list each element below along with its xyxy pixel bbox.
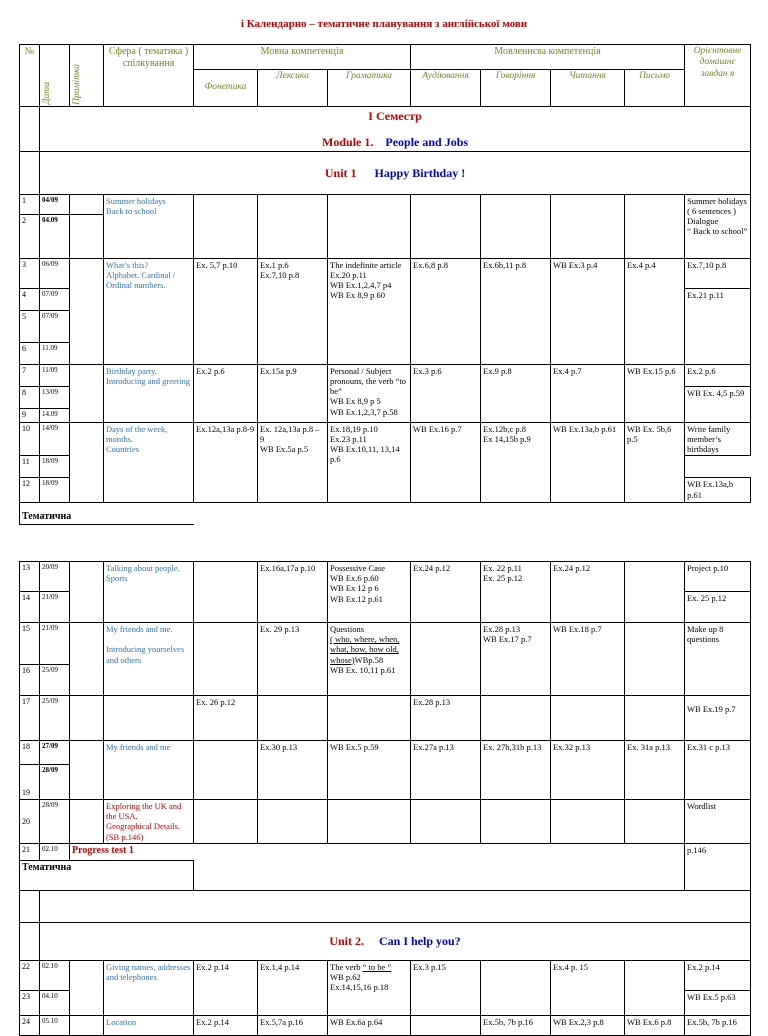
table-cell bbox=[411, 623, 481, 696]
header-grammar: Граматика bbox=[328, 70, 411, 107]
header-homework: Орієнтовне домашнє завдан я bbox=[685, 45, 751, 107]
table-cell: 7 bbox=[20, 364, 40, 386]
table-cell: 14/09 bbox=[40, 422, 70, 456]
table-cell bbox=[625, 800, 685, 844]
table-cell: Ex.4 p. 15 bbox=[551, 960, 625, 1015]
header-listening: Аудіювання bbox=[411, 70, 481, 107]
table-cell: The indefinite article Ex.20 p.11 WB Ex.1,2,4,7 p4 WB Ex 8,9 p 60 bbox=[328, 258, 411, 364]
unit-1-title: Unit 1 Happy Birthday ! bbox=[40, 151, 751, 194]
module-title: Module 1. People and Jobs bbox=[322, 135, 469, 150]
table-cell bbox=[194, 800, 258, 844]
table-cell bbox=[194, 623, 258, 696]
table-cell bbox=[411, 800, 481, 844]
table-cell: Location bbox=[104, 1015, 194, 1035]
table-cell: Personal / Subject pronouns, the verb “to be” WB Ex 8,9 p 5 WB Ex.1,2,3,7 p.58 bbox=[328, 364, 411, 422]
table-cell: Days of the week, months. Countries bbox=[104, 422, 194, 503]
table-cell: 20 bbox=[20, 800, 40, 844]
table-cell: Ex.9 p.8 bbox=[481, 364, 551, 422]
table-cell: Possessive Case WB Ex.6 p.60 WB Ex 12 p 6 WB Ex.12 p.61 bbox=[328, 562, 411, 623]
table-cell: Ex.6,8 p.8 bbox=[411, 258, 481, 364]
table-cell: 13 bbox=[20, 562, 40, 592]
table-cell bbox=[70, 800, 104, 844]
table-cell: Ex.15a p.9 bbox=[258, 364, 328, 422]
table-cell bbox=[625, 623, 685, 696]
table-cell: Talking about people. Sports bbox=[104, 562, 194, 623]
table-cell: Ex.32 p.13 bbox=[551, 741, 625, 800]
table-cell: Ex.6b,11 p.8 bbox=[481, 258, 551, 364]
table-cell: 2 bbox=[20, 214, 40, 258]
header-sphere: Сфера ( тематика ) спілкування bbox=[104, 45, 194, 107]
table-row bbox=[20, 843, 751, 860]
table-cell: Project p.10 bbox=[685, 562, 751, 592]
table-cell: 18/09 bbox=[40, 478, 70, 503]
table-cell: Ex.24 p.12 bbox=[411, 562, 481, 623]
table-row bbox=[20, 1015, 751, 1035]
table-cell bbox=[20, 151, 40, 194]
table-cell bbox=[104, 696, 194, 741]
table-cell: Ex.5b, 7b p.16 bbox=[481, 1015, 551, 1035]
planning-table-1 bbox=[19, 44, 751, 525]
table-cell: 12 bbox=[20, 478, 40, 503]
table-cell bbox=[40, 45, 70, 107]
table-row bbox=[20, 623, 751, 665]
table-cell: 4 bbox=[20, 288, 40, 310]
table-cell: 18 bbox=[20, 741, 40, 765]
table-cell: Ex.3 p.6 bbox=[411, 364, 481, 422]
table-cell: WB Ex.13a,b p.61 bbox=[551, 422, 625, 503]
table-cell bbox=[625, 960, 685, 1015]
table-cell: Write family member’s birthdays bbox=[685, 422, 751, 456]
table-cell: Ex.2 p.6 bbox=[194, 364, 258, 422]
table-cell: Ex. 25 p.12 bbox=[685, 592, 751, 623]
header-lexis: Лексика bbox=[258, 70, 328, 107]
header-phonetics: Фонетика bbox=[194, 70, 258, 107]
table-cell: Ex. 26 p.12 bbox=[194, 696, 258, 741]
table-row bbox=[20, 194, 751, 214]
table-cell: WB Ex.6a p.64 bbox=[328, 1015, 411, 1035]
table-cell bbox=[481, 696, 551, 741]
table-cell: 04/09 bbox=[40, 194, 70, 214]
table-cell: Ex.18,19 p.10 Ex.23 p.11 WB Ex.10,11, 13,14 p.6 bbox=[328, 422, 411, 503]
table-cell bbox=[70, 214, 104, 258]
table-cell bbox=[328, 194, 411, 258]
table-cell: My friends and me bbox=[104, 741, 194, 800]
table-cell: Ex. 27b,31b p.13 bbox=[481, 741, 551, 800]
table-cell: Ex. 22 p.11 Ex. 25 p.12 bbox=[481, 562, 551, 623]
table-cell: Exploring the UK and the USA. Geographical Details. (SB p.146) bbox=[104, 800, 194, 844]
table-cell: 11/09 bbox=[40, 364, 70, 386]
table-cell: Birthday party. Introducing and greeting bbox=[104, 364, 194, 422]
table-cell: 21 bbox=[20, 843, 40, 860]
table-cell: Summer holidays Back to school bbox=[104, 194, 194, 258]
table-cell: 19 bbox=[20, 765, 40, 800]
table-row bbox=[20, 960, 751, 990]
table-cell: WB Ex.3 p.4 bbox=[551, 258, 625, 364]
unit-2-title: Unit 2. Can I help you? bbox=[40, 922, 751, 960]
table-cell: WB Ex.2,3 p.8 bbox=[551, 1015, 625, 1035]
table-cell: Ex.2 p.14 bbox=[685, 960, 751, 990]
table-cell: 3 bbox=[20, 258, 40, 288]
table-cell: Ex. 12a,13a p.8 – 9 WB Ex.5a p.5 bbox=[258, 422, 328, 503]
header-reading: Читання bbox=[551, 70, 625, 107]
header-speech-competence: Мовленнєва компетенція bbox=[411, 45, 685, 70]
table-cell: Ex.1,4 p.14 bbox=[258, 960, 328, 1015]
table-cell: Ex.27a p.13 bbox=[411, 741, 481, 800]
table-cell: Ex.4 p.4 bbox=[625, 258, 685, 364]
table-cell: 21/09 bbox=[40, 623, 70, 665]
table-cell: What’s this? Alphabet. Cardinal / Ordinal numbers. bbox=[104, 258, 194, 364]
table-cell bbox=[411, 194, 481, 258]
table-cell: Ex.7,10 p.8 bbox=[685, 258, 751, 288]
table-cell: 24 bbox=[20, 1015, 40, 1035]
table-cell: 8 bbox=[20, 386, 40, 408]
table-cell: Ex.28 p.13 bbox=[411, 696, 481, 741]
table-cell bbox=[258, 696, 328, 741]
table-cell bbox=[70, 623, 104, 696]
table-cell: WB Ex.18 p.7 bbox=[551, 623, 625, 696]
table-cell: 07/09 bbox=[40, 310, 70, 342]
thematic-label: Тематична bbox=[20, 503, 194, 525]
table-cell: Ex.24 p.12 bbox=[551, 562, 625, 623]
table-cell: 10 bbox=[20, 422, 40, 456]
progress-test: Progress test 1 bbox=[70, 843, 685, 860]
header-date: Дата bbox=[42, 82, 52, 105]
table-cell: 25/09 bbox=[40, 665, 70, 696]
table-cell bbox=[194, 741, 258, 800]
table-cell: Ex.16a,17a p.10 bbox=[258, 562, 328, 623]
table-cell bbox=[70, 562, 104, 623]
table-cell: Ex.30 p.13 bbox=[258, 741, 328, 800]
planning-table-2 bbox=[19, 561, 751, 1036]
table-row bbox=[20, 800, 751, 844]
table-cell: Ex.5,7a p.16 bbox=[258, 1015, 328, 1035]
table-cell bbox=[481, 194, 551, 258]
table-cell bbox=[551, 696, 625, 741]
table-cell: Ex.4 p.7 bbox=[551, 364, 625, 422]
table-cell: WB Ex.5 p.59 bbox=[328, 741, 411, 800]
table-cell bbox=[481, 800, 551, 844]
table-cell: Ex.2 p.6 bbox=[685, 364, 751, 386]
table-cell: Giving names, addresses and telephones bbox=[104, 960, 194, 1015]
table-cell: 9 bbox=[20, 408, 40, 422]
thematic-label-2: Тематична bbox=[20, 860, 194, 890]
table-cell: WB Ex.6 p.8 bbox=[625, 1015, 685, 1035]
table-cell: Make up 8 questions bbox=[685, 623, 751, 696]
table-cell bbox=[70, 194, 104, 214]
table-cell bbox=[328, 696, 411, 741]
header-num: № bbox=[20, 45, 40, 107]
table-cell: 11 bbox=[20, 456, 40, 478]
table-cell: 13/09 bbox=[40, 386, 70, 408]
table-cell bbox=[194, 194, 258, 258]
table-cell: 25/09 bbox=[40, 696, 70, 741]
table-cell: WB Ex.13a,b p.61 bbox=[685, 478, 751, 503]
table-cell: 14 bbox=[20, 592, 40, 623]
page-title: і Календарно – тематичне планування з англійської мови bbox=[240, 18, 528, 30]
table-cell: Wordlist bbox=[685, 800, 751, 844]
table-cell bbox=[194, 503, 751, 525]
table-cell: Ex.1 p.6 Ex.7,10 p.8 bbox=[258, 258, 328, 364]
semester-title: І Семестр bbox=[368, 109, 422, 123]
table-cell: 28/09 bbox=[40, 800, 70, 844]
table-cell bbox=[40, 107, 751, 152]
table-row bbox=[20, 696, 751, 741]
table-cell: 07/09 bbox=[40, 288, 70, 310]
table-cell: 04.10 bbox=[40, 990, 70, 1015]
table-row bbox=[20, 422, 751, 456]
table-cell bbox=[625, 562, 685, 623]
table-cell: 23 bbox=[20, 990, 40, 1015]
table-cell: Ex.5b, 7b p.16 bbox=[685, 1015, 751, 1035]
table-row bbox=[20, 562, 751, 592]
table-cell: Ex.31 c p.13 bbox=[685, 741, 751, 800]
table-cell bbox=[40, 890, 751, 922]
table-cell: 14.09 bbox=[40, 408, 70, 422]
table-cell: 02.10 bbox=[40, 843, 70, 860]
table-cell: 6 bbox=[20, 342, 40, 364]
table-cell: Ex. 31a p.13 bbox=[625, 741, 685, 800]
table-cell: 18/09 bbox=[40, 456, 70, 478]
header-writing: Письмо bbox=[625, 70, 685, 107]
table-cell bbox=[70, 1015, 104, 1035]
table-cell bbox=[194, 562, 258, 623]
table-cell: 5 bbox=[20, 310, 40, 342]
table-cell: Ex. 5,7 p.10 bbox=[194, 258, 258, 364]
table-cell: 15 bbox=[20, 623, 40, 665]
table-cell bbox=[258, 194, 328, 258]
table-cell: 16 bbox=[20, 665, 40, 696]
table-cell: 02.10 bbox=[40, 960, 70, 990]
table-cell bbox=[258, 800, 328, 844]
table-cell: WB Ex.5 p.63 bbox=[685, 990, 751, 1015]
table-cell bbox=[551, 800, 625, 844]
table-cell bbox=[70, 696, 104, 741]
table-cell bbox=[551, 194, 625, 258]
table-cell bbox=[70, 422, 104, 503]
table-cell: Ex. 29 p.13 bbox=[258, 623, 328, 696]
table-cell bbox=[70, 258, 104, 364]
table-cell: Ex.12b,c p.8 Ex 14,15b p.9 bbox=[481, 422, 551, 503]
table-cell bbox=[328, 800, 411, 844]
table-cell bbox=[70, 960, 104, 1015]
table-cell: 20/09 bbox=[40, 562, 70, 592]
table-cell: Ex.21 p.11 bbox=[685, 288, 751, 364]
table-cell: Questions ( who, where, when, what, how, how old, whose)WBp.58 WB Ex. 10,11 p.61 bbox=[328, 623, 411, 696]
table-cell: 27/09 bbox=[40, 741, 70, 765]
table-cell bbox=[625, 194, 685, 258]
header-speaking: Говоріння bbox=[481, 70, 551, 107]
table-cell: 11.09 bbox=[40, 342, 70, 364]
table-cell bbox=[20, 107, 40, 152]
table-cell: Ex.2 p.14 bbox=[194, 960, 258, 1015]
table-cell: 05.10 bbox=[40, 1015, 70, 1035]
table-cell bbox=[70, 45, 104, 107]
table-cell: WB Ex. 5b,6 p.5 bbox=[625, 422, 685, 503]
table-cell bbox=[625, 696, 685, 741]
table-cell: 17 bbox=[20, 696, 40, 741]
table-cell: p.146 bbox=[685, 843, 751, 890]
table-cell: 28/09 bbox=[40, 765, 70, 800]
table-cell: My friends and me. Introducing yourselves and others bbox=[104, 623, 194, 696]
table-row bbox=[20, 258, 751, 288]
table-cell bbox=[20, 922, 40, 960]
table-cell bbox=[20, 890, 40, 922]
table-cell bbox=[411, 1015, 481, 1035]
table-cell bbox=[70, 364, 104, 422]
table-cell bbox=[70, 741, 104, 800]
table-cell: 22 bbox=[20, 960, 40, 990]
table-cell: WB Ex. 4,5 p.59 bbox=[685, 386, 751, 422]
table-cell bbox=[194, 860, 685, 890]
table-cell: Ex.2 p.14 bbox=[194, 1015, 258, 1035]
table-cell: 1 bbox=[20, 194, 40, 214]
table-cell: WB Ex.15 p.6 bbox=[625, 364, 685, 422]
table-cell: 06/09 bbox=[40, 258, 70, 288]
table-cell: Ex.28 p.13 WB Ex.17 p.7 bbox=[481, 623, 551, 696]
table-cell: WB Ex.16 p.7 bbox=[411, 422, 481, 503]
table-cell: 04.09 bbox=[40, 214, 70, 258]
table-cell: Ex.12a,13a p.8-9 bbox=[194, 422, 258, 503]
table-row bbox=[20, 364, 751, 386]
table-cell: Summer holidays ( 6 sentences ) Dialogue “ Back to school” bbox=[685, 194, 751, 258]
header-note: Примітка bbox=[72, 64, 82, 105]
header-language-competence: Мовна компетенція bbox=[194, 45, 411, 70]
table-cell: WB Ex.19 p.7 bbox=[685, 696, 751, 741]
table-cell: Ex.3 p.15 bbox=[411, 960, 481, 1015]
table-cell bbox=[481, 960, 551, 1015]
table-row bbox=[20, 741, 751, 765]
table-cell: The verb “ to be ” WB p.62 Ex.14,15,16 p.18 bbox=[328, 960, 411, 1015]
table-cell: 21/09 bbox=[40, 592, 70, 623]
